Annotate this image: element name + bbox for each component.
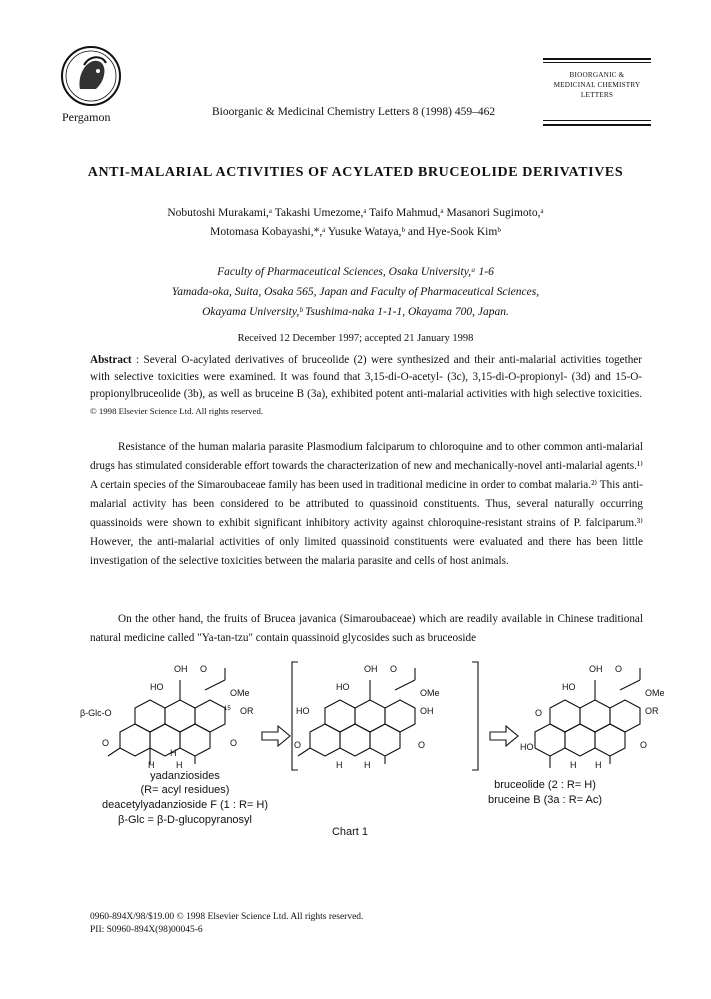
journal-box <box>543 70 651 100</box>
authors-line-2: Motomasa Kobayashi,*,ᵃ Yusuke Wataya,ᵇ and Hye-Sook Kimᵇ <box>210 226 501 238</box>
struct-label: OR <box>645 706 659 716</box>
struct-label: OR <box>240 706 254 716</box>
struct-label: 15 <box>224 706 231 712</box>
body-paragraph-2: On the other hand, the fruits of Brucea javanica (Simaroubaceae) which are readily available in Chinese traditional natural medicine called "Ya-tan-tzu" contain quassinoid glycosides such as bruceoside <box>90 613 643 644</box>
abstract <box>90 352 642 420</box>
struct-label: H <box>364 760 371 770</box>
chart-caption: Chart 1 <box>331 826 369 838</box>
journal-citation: Bioorganic & Medicinal Chemistry Letters 8 (1998) 459–462 <box>212 106 496 118</box>
footer-pii: PII: S0960-894X(98)00045-6 <box>90 925 203 935</box>
struct-label: O <box>230 738 238 748</box>
affiliation-line-1: Faculty of Pharmaceutical Sciences, Osaka University,ᵃ 1-6 <box>217 266 494 278</box>
struct-label: H <box>570 760 577 770</box>
journal-box-line: LETTERS <box>580 91 614 99</box>
header-rule-bottom-thin <box>543 120 651 121</box>
chart-label-bruceine: bruceine B (3a : R= Ac) <box>487 794 603 806</box>
struct-label: OMe <box>420 688 440 698</box>
footer-issn: 0960-894X/98/$19.00 © 1998 Elsevier Science Ltd. All rights reserved. <box>90 912 364 922</box>
publisher-name: Pergamon <box>62 110 111 124</box>
abstract-text: : Several O-acylated derivatives of bruceolide (2) were synthesized and their anti-malarial activities together with selective toxicities were examined. It was found that 3,15-di-O-acetyl- (3c), 3,15-di-O-propionyl- (3d) and 15-O-propionylbruceolide (3b), as well as bruceine B (3a), exhibited potent anti-malarial activities with high selective toxicities. <box>90 354 642 400</box>
authors-line-1: Nobutoshi Murakami,ᵃ Takashi Umezome,ᵃ Taifo Mahmud,ᵃ Masanori Sugimoto,ᵃ <box>167 207 544 219</box>
body-paragraph-1: Resistance of the human malaria parasite Plasmodium falciparum to chloroquine and to other common anti-malarial drugs has stimulated considerable effort towards the characterization of new and mechanically-novel anti-malarial agents.¹⁾ A certain species of the Simaroubaceae family has been used in traditional medicine in order to combat malaria.²⁾ This anti-malarial activity has been considered to be attributed to quassinoid constituents. Thus, several naturally occurring quassinoids were shown to exhibit significant inhibitory activity against chloroquine-resistant strains of P. falciparum.³⁾ However, the anti-malarial activities of only limited quassinoid constituents were evaluated and there has been little investigation of the selective toxicities between the malaria parasite and cells of host animals. <box>90 441 643 567</box>
article-title: ANTI-MALARIAL ACTIVITIES OF ACYLATED BRUCEOLIDE DERIVATIVES <box>87 165 624 180</box>
chart-label-r-acyl: (R= acyl residues) <box>140 784 230 796</box>
struct-label: O <box>615 664 623 674</box>
struct-label: OMe <box>230 688 250 698</box>
struct-label: O <box>102 738 110 748</box>
struct-label: O <box>294 740 302 750</box>
chart-label-deacetyl: deacetylyadanzioside F (1 : R= H) <box>102 799 268 811</box>
struct-label: H <box>595 760 602 770</box>
struct-label: HO <box>150 682 164 692</box>
struct-label: HO <box>296 706 310 716</box>
struct-label: OMe <box>645 688 665 698</box>
struct-label: H <box>176 760 183 770</box>
abstract-label: Abstract <box>90 354 132 366</box>
struct-label: O <box>390 664 398 674</box>
publisher-logo <box>60 45 122 107</box>
struct-label: O <box>418 740 426 750</box>
struct-label: OH <box>364 664 378 674</box>
journal-box-line: BIOORGANIC & <box>569 71 625 79</box>
chart-label-bglc: β-Glc = β-D-glucopyranosyl <box>118 814 252 826</box>
yadanzioside-structure <box>108 668 225 764</box>
header-rule-bottom <box>543 124 651 126</box>
bruceolide-structure <box>535 668 640 768</box>
struct-label: H <box>148 760 155 770</box>
struct-label: HO <box>336 682 350 692</box>
struct-label: HO <box>562 682 576 692</box>
abstract-copyright: © 1998 Elsevier Science Ltd. All rights reserved. <box>90 406 264 416</box>
affiliation-line-3: Okayama University,ᵇ Tsushima-naka 1-1-1, Okayama 700, Japan. <box>202 306 509 318</box>
affiliation-line-2: Yamada-oka, Suita, Osaka 565, Japan and Faculty of Pharmaceutical Sciences, <box>171 286 540 298</box>
struct-label: H <box>336 760 343 770</box>
journal-box-line: MEDICINAL CHEMISTRY <box>553 81 641 89</box>
struct-label: O <box>200 664 208 674</box>
chart-label-bruceolide: bruceolide (2 : R= H) <box>494 779 596 791</box>
struct-label: OH <box>174 664 188 674</box>
intermediate-structure <box>298 668 415 764</box>
struct-label: OH <box>589 664 603 674</box>
struct-label: OH <box>420 706 434 716</box>
received-dates: Received 12 December 1997; accepted 21 January 1998 <box>237 333 474 344</box>
header-rule-top-thin <box>543 62 651 63</box>
struct-label: HO <box>520 742 534 752</box>
header-rule-top <box>543 58 651 60</box>
struct-label: O <box>535 708 543 718</box>
struct-label: O <box>640 740 648 750</box>
chart-label-yadanziosides: yadanziosides <box>150 770 220 782</box>
struct-label: β-Glc-O <box>80 708 112 718</box>
struct-label: H <box>170 748 177 758</box>
